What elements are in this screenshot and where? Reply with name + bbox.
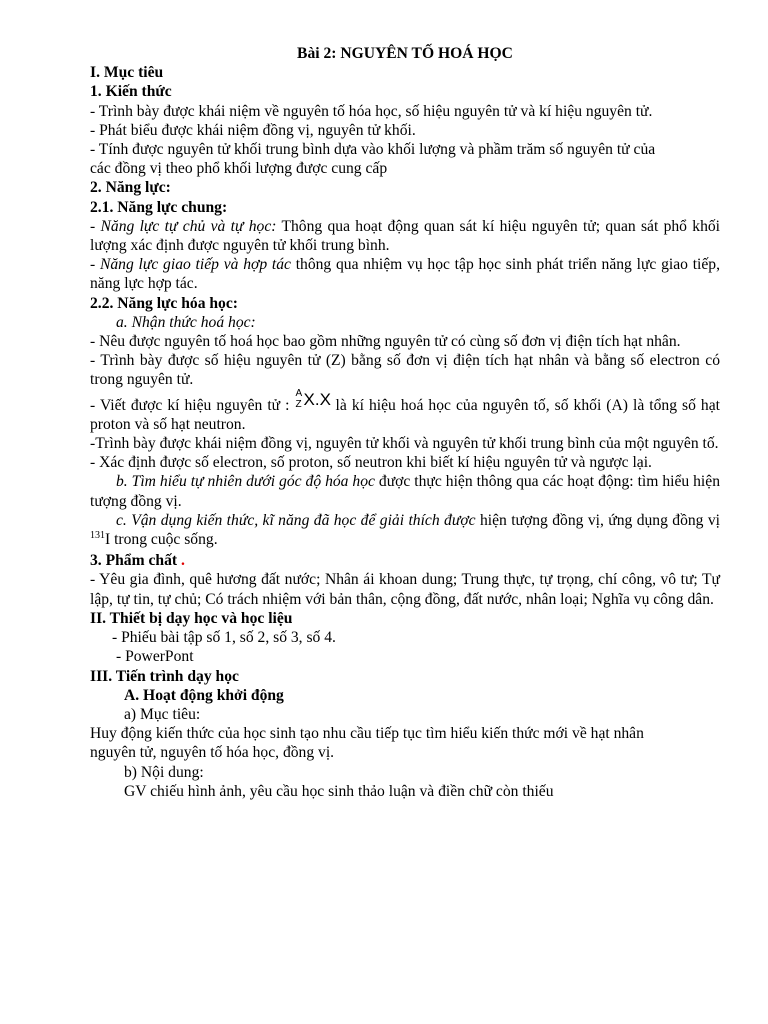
paragraph-tim-hieu-tu-nhien bbox=[90, 472, 720, 510]
heading-muc-tieu: I. Mục tiêu bbox=[90, 64, 164, 82]
paragraph-nhan-thuc-2: - Trình bày được số hiệu nguyên tử (Z) bằng số đơn vị điện tích hạt nhân và bằng số electron có trong nguyên tử. bbox=[90, 352, 720, 389]
heading-pham-chat bbox=[90, 551, 720, 570]
paragraph-pham-chat: - Yêu gia đình, quê hương đất nước; Nhân ái khoan dung; Trung thực, tự trọng, chí công, vô tư; Tự lập, tự tin, tự chủ; Có trách nhiệm với bản thân, cộng đồng, đất nước, nhân loại; Nghĩa vụ công dân. bbox=[90, 571, 720, 608]
superscript-131: 131 bbox=[90, 530, 105, 542]
italic-nhan-thuc: a. Nhận thức hoá học: bbox=[116, 313, 256, 331]
heading-tien-trinh: III. Tiến trình dạy học bbox=[90, 667, 239, 685]
heading-hoat-dong-khoi-dong: A. Hoạt động khởi động bbox=[124, 686, 284, 704]
text-nang-luc-giao-tiep: thông qua nhiệm vụ học tập học sinh phát triển năng lực giao tiếp, năng lực hợp tác. bbox=[90, 256, 720, 293]
text-ki-hieu-pre: - Viết được kí hiệu nguyên tử : bbox=[90, 396, 295, 414]
atomic-symbol bbox=[295, 387, 331, 412]
label-noi-dung: b) Nội dung: bbox=[124, 763, 204, 781]
heading-nang-luc: 2. Năng lực: bbox=[90, 179, 171, 197]
atomic-symbol-element: X.X bbox=[303, 389, 331, 409]
paragraph-kien-thuc-3: - Tính được nguyên tử khối trung bình dựa vào khối lượng và phầm trăm số nguyên tử của bbox=[90, 141, 656, 159]
paragraph-nang-luc-tu-chu: - Năng lực tự chủ và tự học: Thông qua hoạt động quan sát kí hiệu nguyên tử; quan sát phổ khối lượng xác định được nguyên tử khối trung bình. bbox=[90, 217, 721, 255]
text-nang-luc-tu-chu: Thông qua hoạt động quan sát kí hiệu nguyên tử; quan sát phổ khối lượng xác định được nguyên tử khối trung bình. bbox=[90, 217, 721, 255]
paragraph-muc-tieu-1: Huy động kiến thức của học sinh tạo nhu cầu tiếp tục tìm hiểu kiến thức mới về hạt nhân bbox=[90, 725, 644, 743]
paragraph-nang-luc-giao-tiep: - Năng lực giao tiếp và hợp tác thông qua nhiệm vụ học tập học sinh phát triển năng lực giao tiếp, năng lực hợp tác. bbox=[90, 256, 720, 293]
heading-kien-thuc: 1. Kiến thức bbox=[90, 83, 172, 101]
paragraph-nhan-thuc-5: - Xác định được số electron, số proton, số neutron khi biết kí hiệu nguyên tử và ngược lại. bbox=[90, 454, 652, 472]
list-item-phieu-bai-tap: - Phiếu bài tập số 1, số 2, số 3, số 4. bbox=[112, 629, 336, 647]
italic-nang-luc-giao-tiep: Năng lực giao tiếp và hợp tác bbox=[99, 256, 291, 274]
paragraph-muc-tieu-2: nguyên tử, nguyên tố hóa học, đồng vị. bbox=[90, 744, 335, 762]
text-tim-hieu: được thực hiện thông qua các hoạt động: tìm hiểu hiện tượng đồng vị. bbox=[90, 473, 720, 510]
label-nhan-thuc-hoa-hoc bbox=[90, 313, 720, 332]
paragraph-kien-thuc-1: - Trình bày được khái niệm về nguyên tố hóa học, số hiệu nguyên tử và kí hiệu nguyên tử. bbox=[90, 102, 653, 120]
italic-tim-hieu: b. Tìm hiểu tự nhiên dưới góc độ hóa học bbox=[116, 473, 375, 491]
heading-nang-luc-hoa-hoc: 2.2. Năng lực hóa học: bbox=[90, 294, 238, 312]
atomic-symbol-mass: A bbox=[295, 387, 303, 399]
paragraph-kien-thuc-2: - Phát biểu được khái niệm đồng vị, nguyên tử khối. bbox=[90, 121, 416, 139]
paragraph-van-dung bbox=[90, 511, 720, 551]
heading-thiet-bi: II. Thiết bị dạy học và học liệu bbox=[90, 609, 293, 627]
italic-nang-luc-tu-chu: Năng lực tự chủ và tự học: bbox=[100, 217, 277, 235]
heading-pham-chat-text: 3. Phẩm chất bbox=[90, 552, 178, 570]
paragraph-nhan-thuc-1: - Nêu được nguyên tố hoá học bao gồm những nguyên tử có cùng số đơn vị điện tích hạt nhân. bbox=[90, 333, 681, 351]
heading-pham-chat-dot: . bbox=[177, 552, 185, 570]
list-item-powerpoint: - PowerPont bbox=[116, 648, 194, 666]
text-ki-hieu-post: là kí hiệu hoá học của nguyên tố, số khối (A) là tổng số hạt proton và số hạt neutron. bbox=[90, 396, 720, 433]
paragraph-kien-thuc-3b: các đồng vị theo phổ khối lượng được cung cấp bbox=[90, 160, 388, 178]
paragraph-noi-dung: GV chiếu hình ảnh, yêu cầu học sinh thảo luận và điền chữ còn thiếu bbox=[124, 782, 554, 800]
heading-nang-luc-chung: 2.1. Năng lực chung: bbox=[90, 198, 228, 216]
italic-van-dung: c. Vận dụng kiến thức, kĩ năng đã học để giải thích được bbox=[116, 511, 476, 529]
paragraph-nhan-thuc-4: -Trình bày được khái niệm đồng vị, nguyên tử khối và nguyên tử khối trung bình của một nguyên tố. bbox=[90, 435, 719, 453]
lesson-title: Bài 2: NGUYÊN TỐ HOÁ HỌC bbox=[297, 45, 513, 62]
atomic-symbol-number: Z bbox=[295, 398, 302, 410]
paragraph-nhan-thuc-3 bbox=[90, 387, 720, 434]
text-van-dung-2: I trong cuộc sống. bbox=[105, 531, 218, 549]
text-van-dung-1: hiện tượng đồng vị, ứng dụng đồng vị bbox=[475, 511, 720, 529]
label-muc-tieu: a) Mục tiêu: bbox=[124, 705, 201, 723]
